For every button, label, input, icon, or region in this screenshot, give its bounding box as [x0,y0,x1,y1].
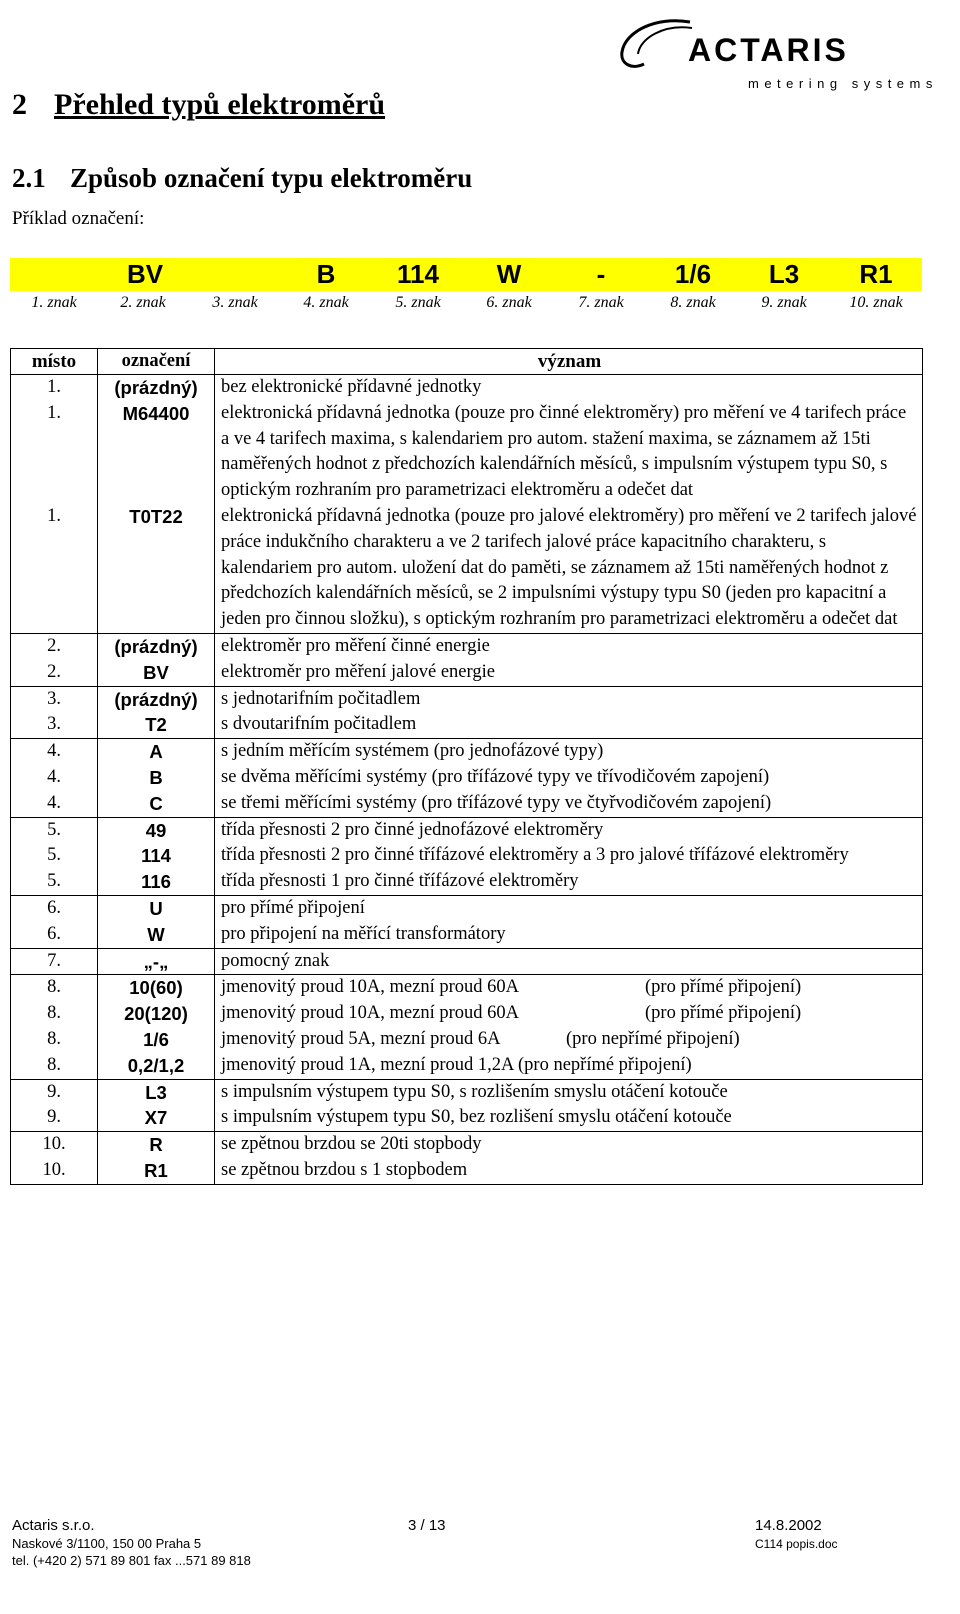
cell-code: T2 [98,712,215,738]
position-label: 10. znak [849,294,903,311]
table-row [11,504,923,633]
table-row [11,401,923,504]
cell-place: 4. [11,739,98,765]
cell-place: 8. [11,1053,98,1079]
cell-place: 1. [11,401,98,504]
cell-place: 6. [11,895,98,921]
table-row [11,633,923,659]
table-row [11,739,923,765]
table-row [11,1027,923,1053]
table-row [11,1158,923,1184]
meaning-note: (pro přímé připojení) [645,1003,802,1024]
example-part: R1 [859,259,893,289]
cell-meaning: se zpětnou brzdou s 1 stopbodem [215,1158,923,1184]
cell-place: 5. [11,817,98,843]
cell-meaning: elektroměr pro měření jalové energie [215,660,923,686]
cell-code: T0T22 [98,504,215,633]
meaning-text: jmenovitý proud 10A, mezní proud 60A [221,1003,520,1024]
cell-meaning: s dvoutarifním počitadlem [215,712,923,738]
table-row [11,843,923,869]
position-label: 6. znak [486,294,532,311]
actaris-logo [620,14,950,91]
column-header-place: místo [11,349,98,375]
cell-code: 0,2/1,2 [98,1053,215,1079]
meaning-note: (pro přímé připojení) [645,977,802,998]
subsection-title: Způsob označení typu elektroměru [70,163,473,193]
cell-place: 3. [11,712,98,738]
cell-code: 49 [98,817,215,843]
cell-code: W [98,922,215,948]
column-header-code: označení [98,349,215,375]
position-label: 5. znak [395,294,441,311]
meaning-note: (pro nepřímé připojení) [518,1054,692,1075]
position-label: 1. znak [31,294,77,311]
cell-place: 1. [11,375,98,401]
cell-meaning: bez elektronické přídavné jednotky [215,375,923,401]
section-title: Přehled typů elektroměrů [54,88,386,121]
position-label: 2. znak [120,294,166,311]
cell-place: 9. [11,1105,98,1131]
subsection-number: 2.1 [12,163,46,193]
meaning-note: (pro nepřímé připojení) [566,1028,740,1049]
cell-place: 7. [11,948,98,975]
example-intro: Příklad označení: [12,208,145,229]
cell-code: X7 [98,1105,215,1131]
meaning-text: jmenovitý proud 1A, mezní proud 1,2A [221,1054,514,1075]
table-row [11,922,923,948]
cell-code: (prázdný) [98,375,215,401]
cell-code: (prázdný) [98,686,215,712]
cell-code: U [98,895,215,921]
cell-place: 8. [11,1001,98,1027]
subsection-heading [12,163,472,194]
cell-code: 10(60) [98,975,215,1001]
footer-filename: C114 popis.doc [755,1537,838,1551]
cell-place: 3. [11,686,98,712]
table-header-row [11,349,923,375]
cell-place: 8. [11,1027,98,1053]
cell-code: A [98,739,215,765]
cell-code: 1/6 [98,1027,215,1053]
position-label: 7. znak [578,294,624,311]
table-row [11,712,923,738]
cell-place: 5. [11,869,98,895]
cell-meaning: elektroměr pro měření činné energie [215,633,923,659]
cell-meaning: pro připojení na měřící transformátory [215,922,923,948]
cell-place: 2. [11,633,98,659]
logo-tagline: metering systems [748,76,938,91]
cell-meaning: třída přesnosti 2 pro činné jednofázové elektroměry [215,817,923,843]
example-part: - [596,259,606,289]
position-label: 9. znak [761,294,807,311]
cell-meaning: pomocný znak [215,948,923,975]
cell-code: „-„ [98,948,215,975]
cell-place: 10. [11,1132,98,1158]
cell-place: 9. [11,1079,98,1105]
table-row [11,869,923,895]
position-label: 4. znak [303,294,349,311]
cell-code: R [98,1132,215,1158]
footer-address: Naskové 3/1100, 150 00 Praha 5 [12,1536,202,1551]
column-header-meaning: význam [215,349,923,375]
logo-brand-text: ACTARIS [688,32,849,68]
cell-meaning: s jednotarifním počitadlem [215,686,923,712]
table-row [11,817,923,843]
cell-place: 5. [11,843,98,869]
cell-meaning: elektronická přídavná jednotka (pouze pro jalové elektroměry) pro měření ve 2 tarifech jalové práce indukčního charakteru a ve 2 tarifech jalové práce kapacitního charakteru, s kalendariem pro autom. uložení dat do paměti, se záznamem až 15ti naměřených hodnot z předchozích kalendářních měsíců, se 2 impulsními výstupy typu S0 (jeden pro kapacitní a jeden pro činnou složku), s optickým rozhraním pro parametrizaci elektroměru a odečet dat [215,504,923,633]
table-row [11,765,923,791]
cell-meaning: s impulsním výstupem typu S0, bez rozlišení smyslu otáčení kotouče [215,1105,923,1131]
example-part: BV [126,259,164,289]
cell-place: 6. [11,922,98,948]
meaning-text: jmenovitý proud 10A, mezní proud 60A [221,977,520,998]
footer-phone: tel. (+420 2) 571 89 801 fax ...571 89 818 [12,1553,251,1568]
table-row [11,375,923,401]
type-designation-table [10,348,923,1185]
table-row [11,1053,923,1079]
cell-code: (prázdný) [98,633,215,659]
example-part: 1/6 [674,259,712,289]
cell-code: M64400 [98,401,215,504]
cell-code: 20(120) [98,1001,215,1027]
cell-meaning: třída přesnosti 1 pro činné třífázové elektroměry [215,869,923,895]
section-number: 2 [12,88,27,121]
cell-meaning: se třemi měřícími systémy (pro třífázové typy ve čtyřvodičovém zapojení) [215,791,923,817]
table-row [11,660,923,686]
cell-meaning: pro přímé připojení [215,895,923,921]
table-row [11,686,923,712]
example-part: L3 [768,259,800,289]
cell-code: C [98,791,215,817]
cell-place: 8. [11,975,98,1001]
cell-place: 2. [11,660,98,686]
table-row [11,1105,923,1131]
example-part: B [316,259,336,289]
table-row [11,1079,923,1105]
table-row [11,948,923,975]
cell-meaning: s jedním měřícím systémem (pro jednofázové typy) [215,739,923,765]
cell-place: 4. [11,791,98,817]
cell-meaning: elektronická přídavná jednotka (pouze pro činné elektroměry) pro měření ve 4 tarifech práce a ve 4 tarifech maxima, s kalendariem pro autom. stažení maxima, se záznamem až 15ti naměřených hodnot z předchozích kalendářních měsíců, s impulsním výstupem typu S0, s optickým rozhraním pro parametrizaci elektroměru a odečet dat [215,401,923,504]
cell-place: 1. [11,504,98,633]
example-part: 114 [397,259,439,289]
table-row [11,975,923,1001]
cell-meaning: s impulsním výstupem typu S0, s rozlišením smyslu otáčení kotouče [215,1079,923,1105]
cell-meaning: se zpětnou brzdou se 20ti stopbody [215,1132,923,1158]
table-row [11,1132,923,1158]
cell-meaning [215,1001,923,1027]
meaning-text: jmenovitý proud 5A, mezní proud 6A [221,1028,501,1049]
section-heading [12,88,385,122]
page-number: 3 / 13 [408,1517,446,1534]
cell-code: BV [98,660,215,686]
example-part: W [496,259,522,289]
cell-code: 114 [98,843,215,869]
table-row [11,1001,923,1027]
cell-code: L3 [98,1079,215,1105]
cell-code: R1 [98,1158,215,1184]
cell-meaning [215,1053,923,1079]
position-label: 3. znak [212,294,258,311]
cell-code: B [98,765,215,791]
footer-date: 14.8.2002 [755,1517,822,1534]
cell-place: 4. [11,765,98,791]
cell-meaning [215,975,923,1001]
cell-code: 116 [98,869,215,895]
table-row [11,895,923,921]
cell-place: 10. [11,1158,98,1184]
cell-meaning: třída přesnosti 2 pro činné třífázové elektroměry a 3 pro jalové třífázové elektroměry [215,843,923,869]
footer-company: Actaris s.r.o. [12,1517,95,1534]
cell-meaning: se dvěma měřícími systémy (pro třífázové typy ve třívodičovém zapojení) [215,765,923,791]
table-row [11,791,923,817]
position-label: 8. znak [670,294,716,311]
cell-meaning [215,1027,923,1053]
